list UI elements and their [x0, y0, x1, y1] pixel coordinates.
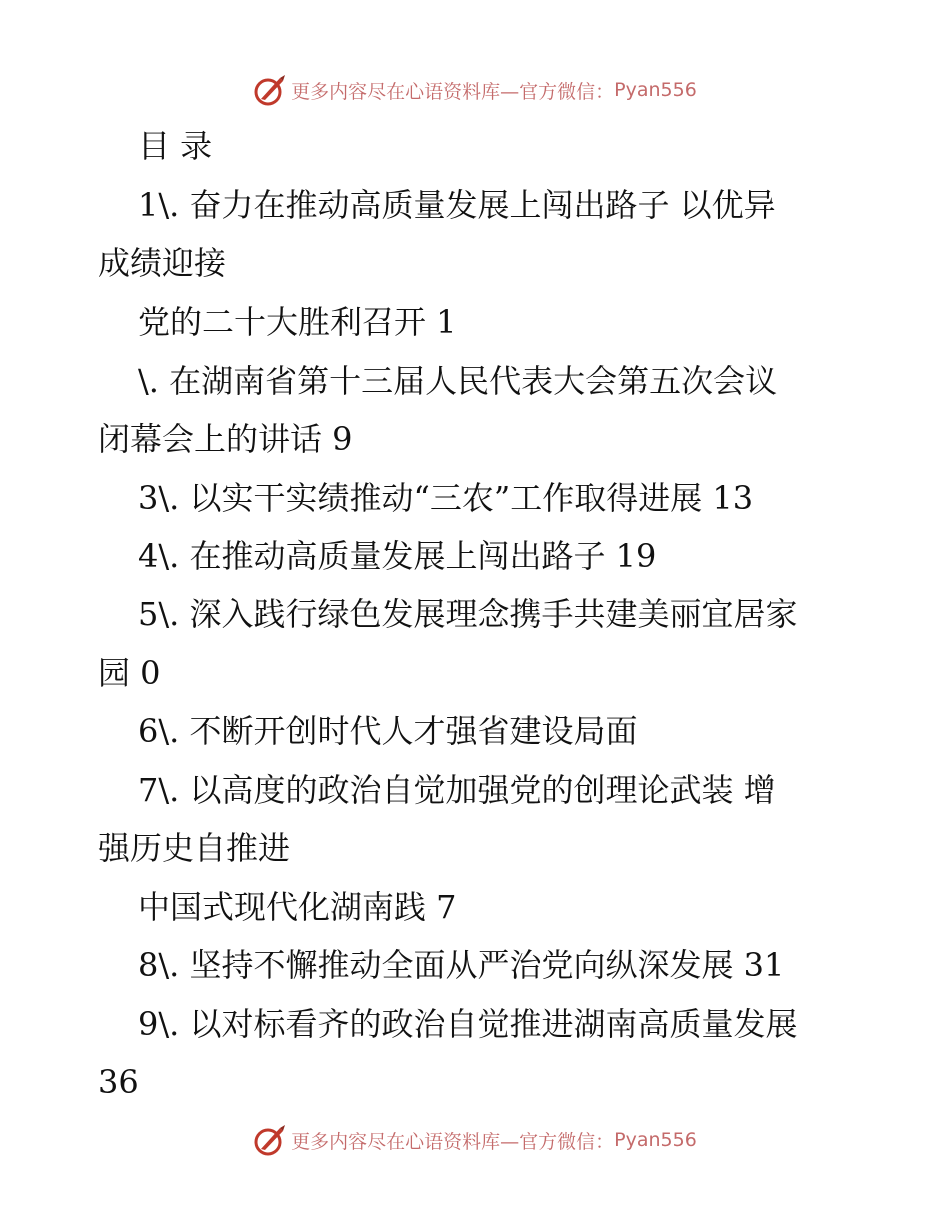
toc-line: 中国式现代化湖南践 7 — [138, 888, 457, 926]
watermark-wechat-id: Pyan556 — [614, 79, 697, 101]
toc-title: 目 录 — [138, 127, 213, 165]
footer-watermark — [0, 1120, 950, 1160]
header-watermark — [0, 70, 950, 110]
toc-line: 强历史自推进 — [98, 829, 291, 867]
toc-line: 9\. 以对标看齐的政治自觉推进湖南高质量发展 — [138, 1005, 798, 1043]
toc-line: \. 在湖南省第十三届人民代表大会第五次会议 — [138, 362, 778, 400]
toc-line: 7\. 以高度的政治自觉加强党的创理论武装 增 — [138, 771, 776, 809]
toc-line: 8\. 坚持不懈推动全面从严治党向纵深发展 31 — [138, 946, 785, 984]
toc-line: 3\. 以实干实绩推动“三农”工作取得进展 13 — [138, 479, 754, 517]
toc-line: 6\. 不断开创时代人才强省建设局面 — [138, 712, 638, 750]
toc-line: 1\. 奋力在推动高质量发展上闯出路子 以优异 — [138, 186, 776, 224]
quill-logo-icon — [253, 73, 287, 107]
watermark-wechat-id: Pyan556 — [614, 1129, 697, 1151]
toc-line: 园 0 — [98, 654, 161, 692]
toc-line: 党的二十大胜利召开 1 — [138, 303, 457, 341]
quill-logo-icon — [253, 1123, 287, 1157]
watermark-text: 更多内容尽在心语资料库—官方微信： — [291, 80, 615, 103]
watermark-text: 更多内容尽在心语资料库—官方微信： — [291, 1130, 615, 1153]
toc-line: 36 — [98, 1063, 139, 1101]
toc-line: 4\. 在推动高质量发展上闯出路子 19 — [138, 537, 657, 575]
toc-line: 闭幕会上的讲话 9 — [98, 420, 353, 458]
toc-line: 5\. 深入践行绿色发展理念携手共建美丽宜居家 — [138, 595, 798, 633]
toc-line: 成绩迎接 — [98, 244, 227, 282]
